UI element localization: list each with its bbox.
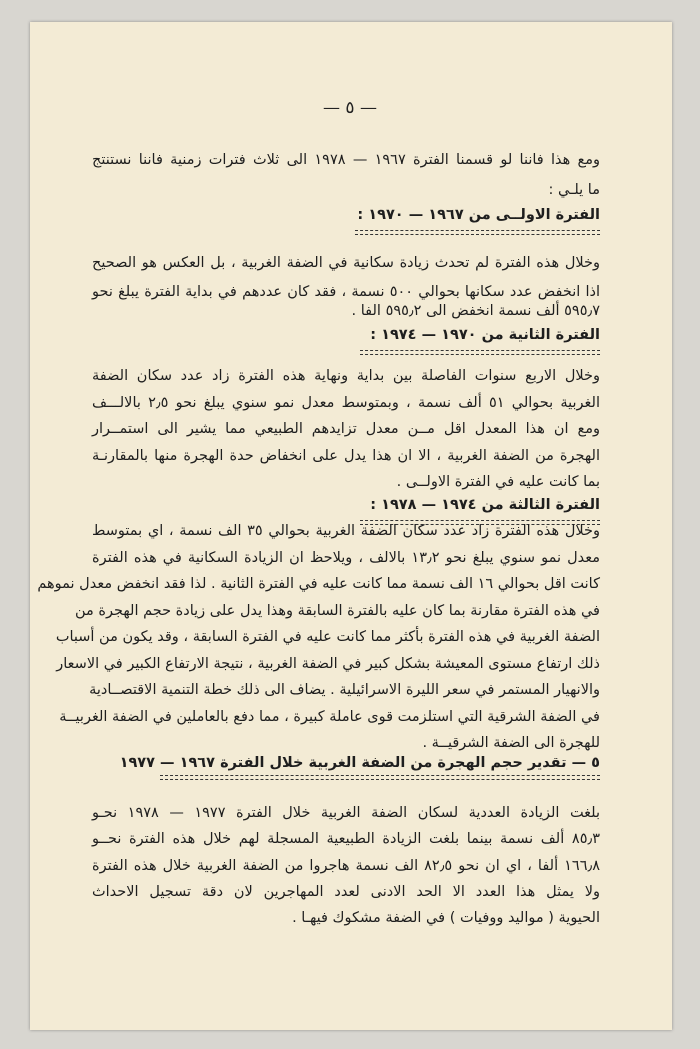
period1-line: وخلال هذه الفترة لم تحدث زيادة سكانية في الضفة الغربية ، بل العكس هو الصحيح: [92, 255, 600, 271]
period3-line: والانهيار المستمر في سعر الليرة الاسرائيلية . يضاف الى ذلك خطة التنمية الاقتصــادية: [89, 682, 600, 698]
period3-line: ذلك ارتفاع مستوى المعيشة بشكل كبير في الضفة الغربية ، نتيجة الارتفاع الكبير في الاسعار: [56, 656, 600, 672]
period2-line: الهجرة من الضفة الغربية ، الا ان هذا يدل على انخفاض حدة الهجرة منها بالمقارنـة: [92, 448, 600, 464]
period3-line: كانت اقل بحوالي ١٦ الف نسمة مما كانت عليه في الفترة الثانية . لذا فقد انخفض معدل نموهم: [37, 576, 600, 592]
section5-line: بلغت الزيادة العددية لسكان الضفة الغربية خلال الفترة ١٩٧٧ — ١٩٧٨ نحـو: [92, 805, 601, 821]
period2-line: وخلال الاربع سنوات الفاصلة بين بداية ونهاية هذه الفترة زاد عدد سكان الضفة: [92, 368, 600, 384]
period3-line: في هذه الفترة مقارنة بما كان عليه بالفترة السابقة وهذا يدل على زيادة حجم الهجرة من: [74, 603, 600, 619]
period2-heading: الفترة الثانية من ١٩٧٠ — ١٩٧٤ :: [370, 327, 600, 343]
heading-underline: [355, 230, 600, 235]
period2-line: الغربية بحوالي ٥١ ألف نسمة ، وبمتوسط معدل نمو سنوي يبلغ نحو ٢٫٥ بالالـــف: [92, 395, 600, 411]
section5-line: ولا يمثل هذا العدد الا الحد الادنى لعدد المهاجرين لان دقة تسجيل الاحداث: [92, 884, 600, 900]
period1-line: ٥٩٥٫٧ ألف نسمة انخفض الى ٥٩٥٫٢ الفا .: [351, 303, 600, 319]
section5-line: ١٦٦٫٨ ألفا ، اي ان نحو ٨٢٫٥ الف نسمة هاجروا من الضفة الغربية خلال هذه الفترة: [92, 858, 600, 874]
period3-line: وخلال هذه الفترة زاد عدد سكان الضفة الغربية بحوالي ٣٥ الف نسمة ، اي بمتوسط: [92, 523, 601, 539]
period3-line: معدل نمو سنوي يبلغ نحو ١٣٫٢ بالالف ، ويلاحظ ان الزيادة السكانية في هذه الفترة: [92, 550, 601, 566]
period2-line: ومع ان هذا المعدل اقل مــن معدل تزايدهم الطبيعي مما يشير الى استمــرار: [92, 421, 600, 437]
heading-underline: [360, 350, 600, 355]
period3-line: للهجرة الى الضفة الشرقيــة .: [422, 735, 600, 751]
period1-line: اذا انخفض عدد سكانها بحوالي ٥٠٠ نسمة ، فقد كان عددهم في بداية الفترة يبلغ نحو: [92, 284, 600, 300]
heading-underline: [160, 775, 600, 780]
period2-line: بما كانت عليه في الفترة الاولــى .: [396, 474, 600, 490]
section5-line: ٨٥٫٣ ألف نسمة بينما بلغت الزيادة الطبيعية المسجلة لهم خلال هذه الفترة نحــو: [92, 831, 600, 847]
period1-heading: الفترة الاولــى من ١٩٦٧ — ١٩٧٠ :: [357, 207, 600, 223]
intro-line: ومع هذا فاننا لو قسمنا الفترة ١٩٦٧ — ١٩٧٨ الى ثلاث فترات زمنية فاننا نستنتج: [92, 152, 601, 168]
period3-heading: الفترة الثالثة من ١٩٧٤ — ١٩٧٨ :: [370, 497, 600, 513]
page-number: — ٥ —: [323, 98, 377, 118]
period3-line: الضفة الغربية في هذه الفترة بأكثر مما كانت عليه في الفترة السابقة ، وقد يكون من أسباب: [55, 629, 600, 645]
intro-line: ما يلـي :: [548, 182, 600, 198]
section5-heading: ٥ — تقدير حجم الهجرة من الضفة الغربية خلال الفترة ١٩٦٧ — ١٩٧٧: [119, 755, 600, 771]
section5-line: الحيوية ( مواليد ووفيات ) في الضفة مشكوك فيهـا .: [292, 910, 600, 926]
period3-line: في الضفة الشرقية التي استلزمت قوى عاملة كبيرة ، مما دفع بالعاملين في الضفة الغربيــة: [59, 709, 600, 725]
